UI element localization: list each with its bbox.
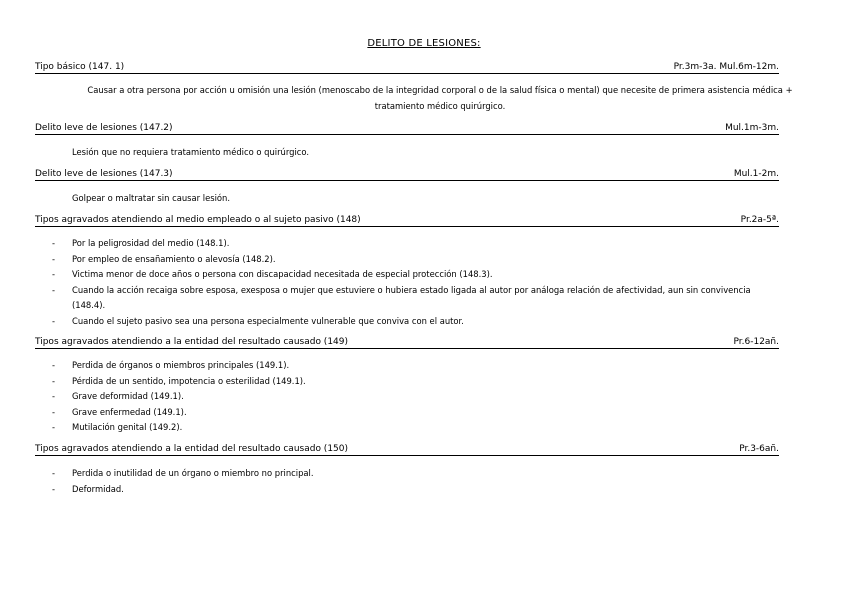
- section-text: Causar a otra persona por acción u omisión una lesión (menoscabo de la integridad corporal o de la salud física o mental) que necesite de primera asistencia médica + tratamiento médico quirúrgico.: [87, 85, 793, 111]
- bullet-list: [52, 358, 772, 436]
- section-penalty: Pr.3-6añ.: [739, 444, 779, 454]
- section-heading: Delito leve de lesiones (147.2): [35, 123, 173, 133]
- list-item: - Deformidad.: [52, 483, 124, 494]
- list-item: - Cuando el sujeto pasivo sea una persona especialmente vulnerable que conviva con el autor.: [52, 315, 464, 326]
- list-item: - Perdida de órganos o miembros principales (149.1).: [52, 360, 290, 370]
- bullet-list: [52, 236, 772, 329]
- section-penalty: Mul.1m-3m.: [725, 123, 779, 133]
- section-heading-row: [35, 60, 779, 74]
- section-heading: Tipos agravados atendiendo a la entidad del resultado causado (150): [35, 444, 349, 454]
- list-item: - Mutilación genital (149.2).: [52, 422, 183, 432]
- section-heading: Tipo básico (147. 1): [35, 62, 125, 72]
- bullet-list: [52, 466, 772, 497]
- list-item: - Por la peligrosidad del medio (148.1).: [52, 238, 230, 248]
- document-title: DELITO DE LESIONES:: [367, 38, 481, 49]
- section-text: Golpear o maltratar sin causar lesión.: [72, 193, 231, 203]
- list-item: - Por empleo de ensañamiento o alevosía (148.2).: [52, 253, 276, 264]
- section-heading: Tipos agravados atendiendo a la entidad del resultado causado (149): [35, 337, 349, 347]
- list-item: - Victima menor de doce años o persona con discapacidad necesitada de especial protección (148.3).: [52, 269, 493, 279]
- list-item: - Grave deformidad (149.1).: [52, 391, 184, 401]
- section-text: Lesión que no requiera tratamiento médico o quirúrgico.: [72, 147, 310, 157]
- section-penalty: Mul.1-2m.: [733, 169, 779, 179]
- section-heading-row: [35, 121, 779, 135]
- section-heading: Tipos agravados atendiendo al medio empleado o al sujeto pasivo (148): [35, 215, 361, 225]
- list-item: - Cuando la acción recaiga sobre esposa, exesposa o mujer que estuviere o hubiera estado ligada al autor por análoga relación de afectividad, aun sin convivencia (148.4).: [52, 284, 751, 310]
- section-heading-row: [35, 167, 779, 181]
- section-penalty: Pr.2a-5ª.: [740, 215, 779, 225]
- section-heading: Delito leve de lesiones (147.3): [35, 169, 173, 179]
- section-penalty: Pr.6-12añ.: [733, 337, 779, 347]
- list-item: - Perdida o inutilidad de un órgano o miembro no principal.: [52, 468, 314, 478]
- list-item: - Grave enfermedad (149.1).: [52, 406, 187, 417]
- section-heading-row: [35, 213, 779, 227]
- section-penalty: Pr.3m-3a. Mul.6m-12m.: [673, 62, 779, 72]
- list-item: - Pérdida de un sentido, impotencia o esterilidad (149.1).: [52, 375, 306, 386]
- section-heading-row: [35, 335, 779, 349]
- section-heading-row: [35, 442, 779, 456]
